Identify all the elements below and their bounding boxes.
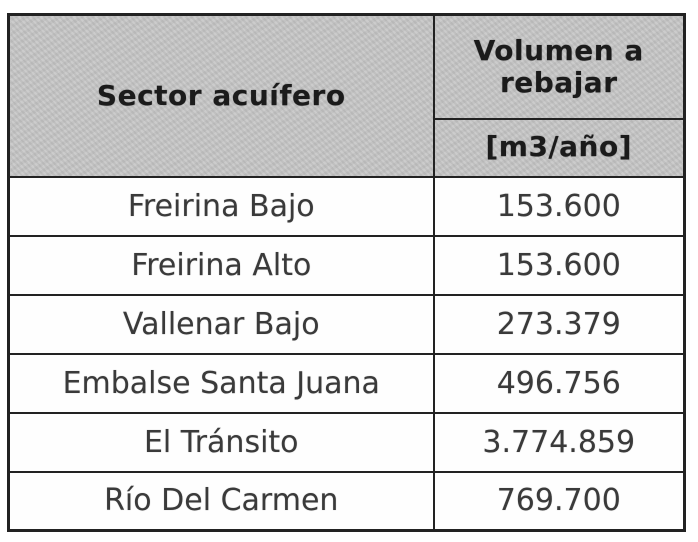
header-sector-acuifero: Sector acuífero xyxy=(9,15,434,177)
aquifer-volume-table xyxy=(7,13,686,532)
table-body xyxy=(9,177,685,531)
volume-cell: 153.600 xyxy=(434,177,685,236)
table-row xyxy=(9,177,685,236)
sector-cell: Río Del Carmen xyxy=(9,472,434,531)
header-volumen-a-rebajar: Volumen a rebajar xyxy=(434,15,685,119)
sector-cell: Embalse Santa Juana xyxy=(9,354,434,413)
volume-cell: 273.379 xyxy=(434,295,685,354)
volume-cell: 153.600 xyxy=(434,236,685,295)
sector-cell: El Tránsito xyxy=(9,413,434,472)
sector-cell: Freirina Alto xyxy=(9,236,434,295)
sector-cell: Vallenar Bajo xyxy=(9,295,434,354)
sector-cell: Freirina Bajo xyxy=(9,177,434,236)
volume-cell: 3.774.859 xyxy=(434,413,685,472)
table-header xyxy=(9,15,685,177)
table-row xyxy=(9,413,685,472)
volume-cell: 769.700 xyxy=(434,472,685,531)
table-row xyxy=(9,472,685,531)
table-row xyxy=(9,295,685,354)
table-row xyxy=(9,236,685,295)
header-unit-m3-ano: [m3/año] xyxy=(434,119,685,177)
table-row xyxy=(9,354,685,413)
volume-cell: 496.756 xyxy=(434,354,685,413)
